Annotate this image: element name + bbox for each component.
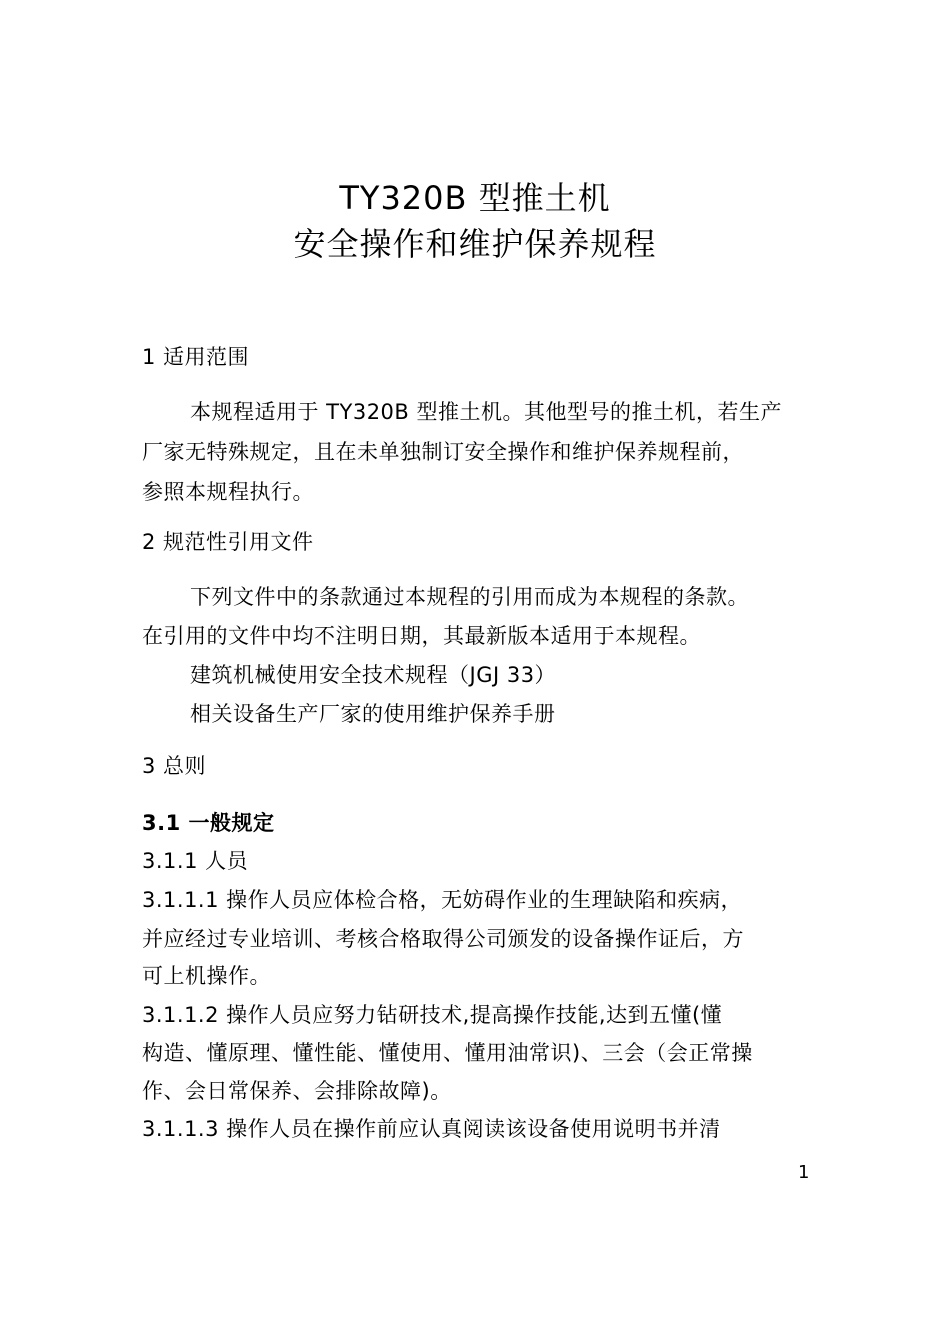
document-title-line2: 安全操作和维护保养规程 <box>293 225 657 263</box>
clause-3-1-1-1-line: 并应经过专业培训、考核合格取得公司颁发的设备操作证后，方 <box>142 927 744 951</box>
section-2-heading: 2 规范性引用文件 <box>142 530 314 554</box>
section-1-para-line: 本规程适用于 TY320B 型推土机。其他型号的推土机，若生产 <box>190 400 782 424</box>
clause-3-1-1-2-line: 构造、懂原理、懂性能、懂使用、懂用油常识)、三会（会正常操 <box>142 1041 753 1065</box>
section-2-para-line: 下列文件中的条款通过本规程的引用而成为本规程的条款。 <box>190 585 749 609</box>
section-3-1-heading: 3.1 一般规定 <box>142 811 275 835</box>
section-1-para-line: 参照本规程执行。 <box>142 480 314 504</box>
document-title-line1: TY320B 型推土机 <box>339 179 611 217</box>
clause-3-1-1-1-line: 3.1.1.1 操作人员应体检合格，无妨碍作业的生理缺陷和疾病， <box>142 888 743 912</box>
clause-3-1-1-2-line: 作、会日常保养、会排除故障)。 <box>142 1079 452 1103</box>
clause-3-1-1-3-line: 3.1.1.3 操作人员在操作前应认真阅读该设备使用说明书并清 <box>142 1117 721 1141</box>
page-number: 1 <box>798 1162 810 1183</box>
section-1-heading: 1 适用范围 <box>142 345 250 369</box>
clause-3-1-1-2-line: 3.1.1.2 操作人员应努力钻研技术,提高操作技能,达到五懂(懂 <box>142 1003 723 1027</box>
section-3-heading: 3 总则 <box>142 754 207 778</box>
reference-item: 建筑机械使用安全技术规程（JGJ 33） <box>190 663 557 687</box>
section-2-para-line: 在引用的文件中均不注明日期，其最新版本适用于本规程。 <box>142 624 701 648</box>
reference-item: 相关设备生产厂家的使用维护保养手册 <box>190 702 556 726</box>
clause-3-1-1-1-line: 可上机操作。 <box>142 964 271 988</box>
section-1-para-line: 厂家无特殊规定，且在未单独制订安全操作和维护保养规程前， <box>142 440 744 464</box>
section-3-1-1-heading: 3.1.1 人员 <box>142 849 249 873</box>
